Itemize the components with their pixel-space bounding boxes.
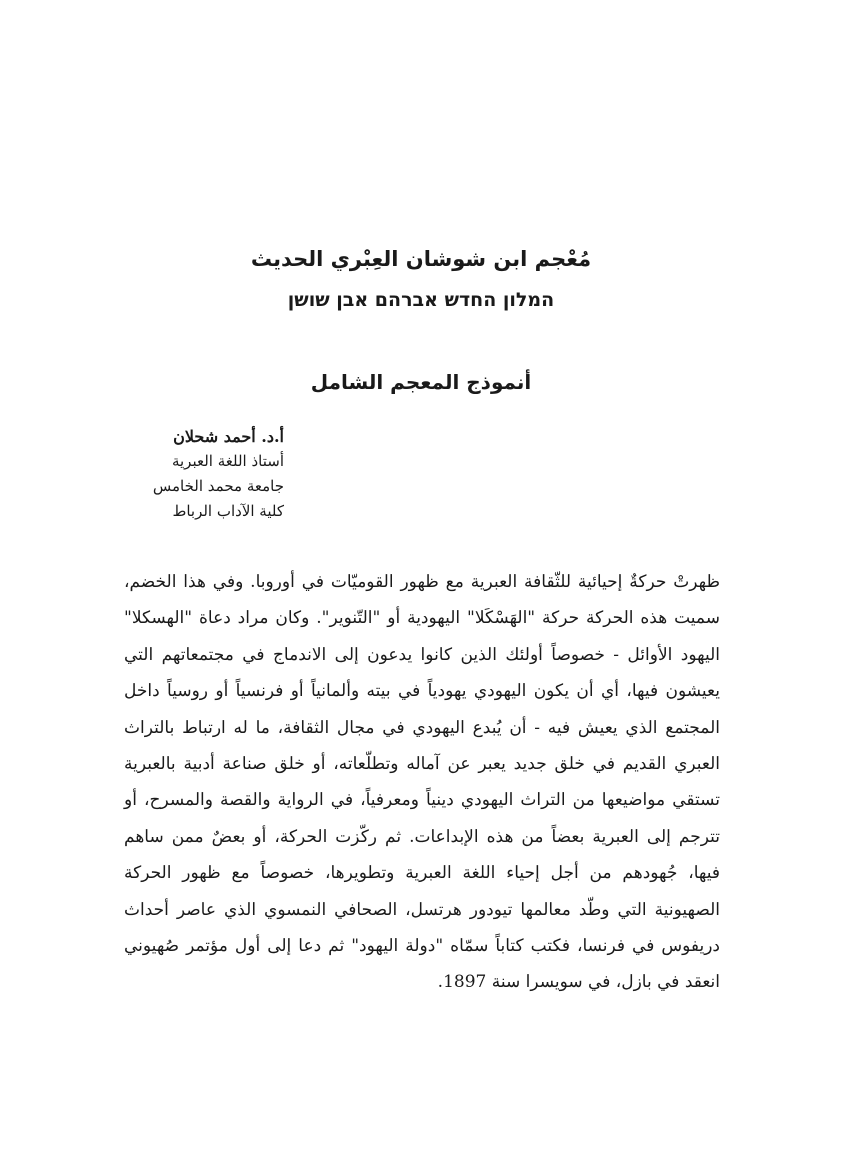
hebrew-title: המלון החדש אברהם אבן שושן xyxy=(287,289,555,311)
body-paragraph: ظهرتْ حركةٌ إحيائية للثّقافة العبرية مع ظهور القوميّات في أوروبا. وفي هذا الخضم، سميت هذه الحركة حركة "الهَسْكَلا" اليهودية أو "التّنوير". وكان مراد دعاة "الهسكلا" اليهود الأوائل - خصوصاً أولئك الذين كانوا يدعون إلى الاندماج في مجتمعاتهم التي يعيشون فيها، أي أن يكون اليهودي يهودياً في بيته وألمانياً أو فرنسياً أو روسياً داخل المجتمع الذي يعيش فيه - أن يُبدع اليهودي في مجال الثقافة، ما له ارتباط بالتراث العبري القديم في خلق جديد يعبر عن آماله وتطلّعاته، أو خلق صناعة أدبية بالعبرية تستقي مواضيعها من التراث اليهودي دينياً ومعرفياً، في الرواية والقصة والمسرح، أو تترجم إلى العبرية بعضاً من هذه الإبداعات. ثم ركّزت الحركة، أو بعضٌ ممن ساهم فيها، جُهودهم من أجل إحياء اللغة العبرية وتطويرها، خصوصاً مع ظهور الحركة الصهيونية التي وطّد معالمها تيودور هرتسل، الصحافي النمسوي الذي عاصر أحداث دريفوس في فرنسا، فكتب كتاباً سمّاه "دولة اليهود" ثم دعا إلى أول مؤتمر صُهيوني انعقد في بازل، في سويسرا سنة 1897. xyxy=(124,572,720,993)
section-subtitle: أنموذج المعجم الشامل xyxy=(310,370,532,394)
author-name: أ.د. أحمد شحلان xyxy=(173,427,284,446)
author-position: أستاذ اللغة العبرية xyxy=(171,452,284,470)
title-block xyxy=(0,238,842,320)
author-university: جامعة محمد الخامس xyxy=(152,477,284,495)
author-block xyxy=(153,424,284,524)
author-faculty: كلية الآداب الرباط xyxy=(172,502,284,520)
arabic-title: مُعْجم ابن شوشان العِبْري الحديث xyxy=(250,247,592,271)
